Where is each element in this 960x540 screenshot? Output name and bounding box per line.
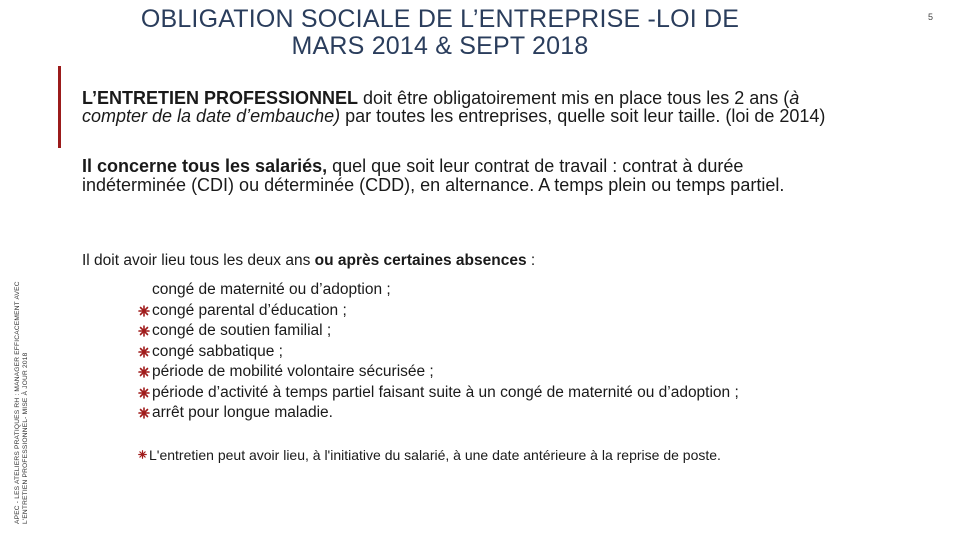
star-burst-icon	[138, 450, 147, 459]
list-item	[138, 321, 898, 342]
paragraph-entretien-text-1: doit être obligatoirement mis en place tous les 2 ans (	[358, 88, 790, 108]
paragraph-frequence	[82, 252, 782, 270]
list-item	[138, 342, 898, 363]
list-item	[138, 301, 898, 322]
absences-list	[138, 280, 898, 424]
paragraph-entretien-text-2: par toutes les entreprises, quelle soit leur taille. (loi de 2014)	[340, 106, 826, 126]
list-item	[138, 403, 898, 424]
paragraph-entretien-italic: à compter de la date d’embauche)	[82, 88, 800, 126]
list-item-label: congé de soutien familial ;	[152, 322, 332, 339]
paragraph-initiative	[138, 448, 818, 463]
paragraph-entretien	[82, 89, 852, 125]
title-line-1: OBLIGATION SOCIALE DE L’ENTREPRISE -LOI DE	[140, 5, 740, 33]
list-item-label: congé parental d’éducation ;	[152, 301, 347, 319]
paragraph-frequence-bold: ou après certaines absences	[314, 252, 527, 269]
accent-rule	[58, 66, 61, 148]
star-burst-icon	[138, 387, 150, 399]
paragraph-initiative-text: L'entretien peut avoir lieu, à l'initiative du salarié, à une date antérieure à la reprise de poste.	[149, 447, 721, 463]
list-item	[138, 383, 898, 404]
paragraph-salaries-bold: Il concerne tous les salariés,	[82, 156, 328, 176]
paragraph-frequence-text: Il doit avoir lieu tous les deux ans	[82, 252, 315, 269]
paragraph-entretien-bold: L’ENTRETIEN PROFESSIONNEL	[82, 88, 359, 108]
paragraph-frequence-tail: :	[526, 252, 536, 269]
list-item	[138, 362, 898, 383]
list-item-label: congé sabbatique ;	[152, 342, 283, 360]
list-item	[138, 280, 898, 301]
slide-number: 5	[928, 12, 934, 22]
side-caption-line-1: APEC - LES ATELIERS PRATIQUES RH : MANAGER EFFICACEMENT AVEC	[14, 281, 21, 524]
star-burst-icon	[138, 407, 150, 419]
list-item-label: congé de maternité ou d’adoption ;	[152, 281, 391, 298]
list-item-label: arrêt pour longue maladie.	[152, 404, 333, 421]
paragraph-salaries	[82, 157, 852, 195]
side-caption-line-2: L'ENTRETIEN PROFESSIONNEL- MISE À JOUR 2018	[22, 352, 29, 524]
paragraph-salaries-text: quel que soit leur contrat de travail : contrat à durée indéterminée (CDI) ou déterminée (CDD), en alternance. A temps plein ou temps partiel.	[82, 156, 785, 195]
list-item-label: période de mobilité volontaire sécurisée ;	[152, 363, 434, 380]
star-burst-icon	[138, 346, 150, 358]
star-burst-icon	[138, 305, 150, 317]
title-line-2: MARS 2014 & SEPT 2018	[291, 32, 589, 60]
side-caption	[14, 224, 30, 524]
list-item-label: période d’activité à temps partiel faisant suite à un congé de maternité ou d’adoption ;	[152, 383, 739, 401]
slide-title	[60, 6, 820, 60]
star-burst-icon	[138, 325, 150, 337]
star-burst-icon	[138, 366, 150, 378]
